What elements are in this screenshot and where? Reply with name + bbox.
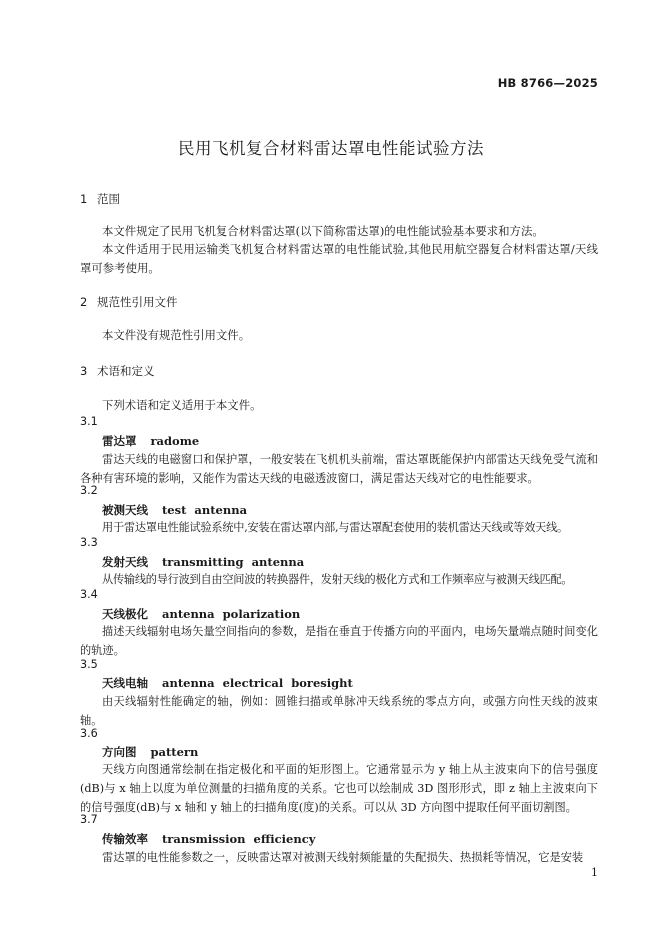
term-zh: 天线电轴 — [102, 676, 148, 690]
section-title: 规范性引用文件 — [97, 295, 178, 309]
term-heading — [102, 831, 315, 847]
standard-number: HB 8766—2025 — [497, 76, 598, 90]
clause-number: 3.5 — [80, 658, 98, 671]
paragraph: 本文件没有规范性引用文件。 — [102, 328, 251, 342]
section-number: 1 — [80, 192, 88, 206]
paragraph: 本文件规定了民用飞机复合材料雷达罩(以下简称雷达罩)的电性能试验基本要求和方法。 — [102, 224, 544, 238]
term-definition: 用于雷达罩电性能试验系统中,安装在雷达罩内部,与雷达罩配套使用的装机雷达天线或等效天线。 — [102, 521, 568, 534]
section-title: 术语和定义 — [97, 364, 155, 378]
section-number: 3 — [80, 364, 88, 378]
clause-number: 3.7 — [80, 813, 98, 826]
term-en: test antenna — [162, 503, 248, 517]
term-heading — [102, 675, 353, 691]
term-heading — [102, 606, 300, 622]
term-definition: 雷达天线的电磁窗口和保护罩，一般安装在飞机机头前端，雷达罩既能保护内部雷达天线免受气流和各种有害环境的影响，又能作为雷达天线的电磁透波窗口，满足雷达天线对它的电性能要求。 — [80, 453, 598, 485]
term-en: pattern — [150, 745, 199, 759]
clause-number: 3.3 — [80, 536, 98, 549]
term-en: radome — [150, 434, 200, 448]
term-en: antenna polarization — [162, 607, 301, 621]
paragraph: 下列术语和定义适用于本文件。 — [102, 398, 262, 412]
section-heading-3 — [80, 363, 155, 379]
term-heading — [102, 744, 198, 760]
term-definition: 从传输线的导行波到自由空间波的转换器件，发射天线的极化方式和工作频率应与被测天线匹配。 — [102, 573, 573, 586]
section-title: 范围 — [97, 192, 120, 206]
clause-number: 3.6 — [80, 727, 98, 740]
section-heading-2 — [80, 294, 178, 310]
document-title: 民用飞机复合材料雷达罩电性能试验方法 — [178, 139, 484, 158]
term-definition: 由天线辐射性能确定的轴，例如：圆锥扫描或单脉冲天线系统的零点方向，或强方向性天线的波束轴。 — [80, 695, 598, 727]
term-definition: 描述天线辐射电场矢量空间指向的参数，是指在垂直于传播方向的平面内，电场矢量端点随时间变化的轨迹。 — [80, 625, 598, 657]
term-heading — [102, 554, 304, 570]
term-zh: 传输效率 — [102, 832, 148, 846]
term-en: transmitting antenna — [162, 555, 305, 569]
term-zh: 方向图 — [102, 745, 137, 759]
section-number: 2 — [80, 295, 88, 309]
term-zh: 雷达罩 — [102, 434, 137, 448]
term-en: transmission efficiency — [162, 832, 316, 846]
page-number: 1 — [591, 866, 598, 879]
paragraph: 本文件适用于民用运输类飞机复合材料雷达罩的电性能试验,其他民用航空器复合材料雷达罩/天线罩可参考使用。 — [80, 242, 598, 275]
term-heading — [102, 433, 199, 449]
term-zh: 发射天线 — [102, 555, 148, 569]
term-zh: 天线极化 — [102, 607, 148, 621]
term-definition: 天线方向图通常绘制在指定极化和平面的矩形图上。它通常显示为 y 轴上从主波束向下的信号强度(dB)与 x 轴上以度为单位测量的扫描角度的关系。它也可以绘制成 3D 图形形式，即 z 轴上主波束向下的信号强度(dB)与 x 轴和 y 轴上的扫描角度(度)的关系。可以从 3D 方向图中提取任何平面切割图。 — [80, 763, 598, 814]
term-definition: 雷达罩的电性能参数之一，反映雷达罩对被测天线射频能量的失配损失、热损耗等情况，它是安装 — [102, 851, 584, 864]
section-heading-1 — [80, 191, 120, 207]
clause-number: 3.2 — [80, 484, 98, 497]
term-heading — [102, 502, 247, 518]
clause-number: 3.1 — [80, 415, 98, 428]
clause-number: 3.4 — [80, 588, 98, 601]
term-en: antenna electrical boresight — [162, 676, 353, 690]
term-zh: 被测天线 — [102, 503, 148, 517]
